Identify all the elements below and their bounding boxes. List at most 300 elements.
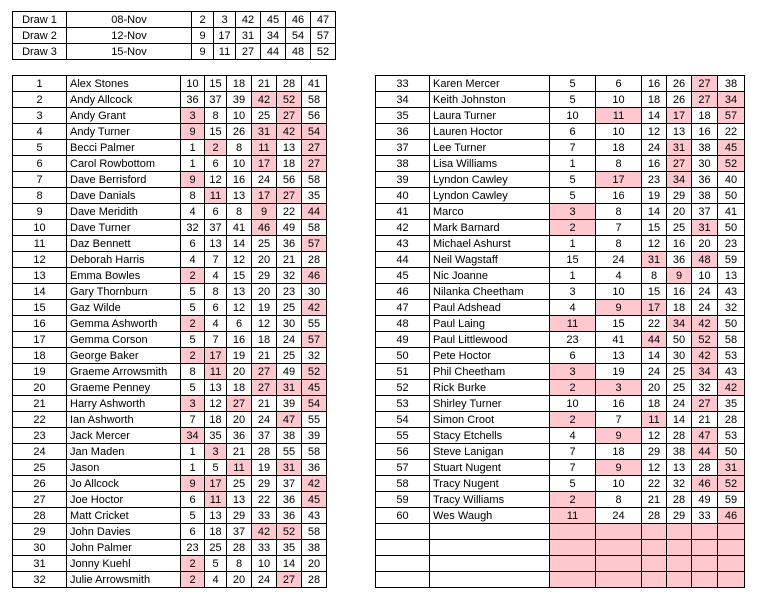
pick-number-cell[interactable]: 13	[667, 460, 692, 476]
player-name-cell[interactable]: John Davies	[67, 524, 181, 540]
pick-number-cell[interactable]: 32	[692, 380, 718, 396]
pick-number-cell[interactable]: 26	[667, 92, 692, 108]
pick-number-cell[interactable]: 8	[596, 236, 642, 252]
player-name-cell[interactable]: Lyndon Cawley	[430, 188, 550, 204]
player-name-cell[interactable]: Gemma Ashworth	[67, 316, 181, 332]
pick-number-cell[interactable]: 27	[302, 140, 327, 156]
player-name-cell[interactable]: Harry Ashworth	[67, 396, 181, 412]
pick-number-cell[interactable]: 3	[205, 444, 227, 460]
player-number-cell[interactable]: 36	[376, 124, 430, 140]
empty-pink-cell[interactable]	[692, 556, 718, 572]
empty-pink-cell[interactable]	[642, 540, 667, 556]
pick-number-cell[interactable]: 19	[227, 348, 252, 364]
pick-number-cell[interactable]: 46	[718, 508, 745, 524]
pick-number-cell[interactable]: 25	[252, 108, 277, 124]
pick-number-cell[interactable]: 3	[550, 204, 596, 220]
pick-number-cell[interactable]: 18	[205, 412, 227, 428]
empty-pink-cell[interactable]	[642, 556, 667, 572]
pick-number-cell[interactable]: 43	[302, 508, 327, 524]
pick-number-cell[interactable]: 54	[302, 396, 327, 412]
pick-number-cell[interactable]: 39	[302, 428, 327, 444]
pick-number-cell[interactable]: 20	[642, 380, 667, 396]
player-name-cell[interactable]: Laura Turner	[430, 108, 550, 124]
player-number-cell[interactable]: 26	[13, 476, 67, 492]
pick-number-cell[interactable]: 10	[596, 476, 642, 492]
player-number-cell[interactable]: 60	[376, 508, 430, 524]
pick-number-cell[interactable]: 12	[642, 460, 667, 476]
pick-number-cell[interactable]: 22	[252, 492, 277, 508]
player-name-cell[interactable]: Mark Barnard	[430, 220, 550, 236]
pick-number-cell[interactable]: 32	[181, 220, 205, 236]
pick-number-cell[interactable]: 31	[692, 220, 718, 236]
pick-number-cell[interactable]: 49	[277, 220, 302, 236]
empty-pink-cell[interactable]	[550, 556, 596, 572]
pick-number-cell[interactable]: 3	[550, 364, 596, 380]
player-name-cell[interactable]: Nic Joanne	[430, 268, 550, 284]
pick-number-cell[interactable]: 25	[252, 236, 277, 252]
pick-number-cell[interactable]: 56	[302, 108, 327, 124]
player-name-cell[interactable]: Dave Meridith	[67, 204, 181, 220]
pick-number-cell[interactable]: 23	[181, 540, 205, 556]
draw-number-cell[interactable]: 9	[192, 44, 214, 60]
player-number-cell[interactable]: 22	[13, 412, 67, 428]
pick-number-cell[interactable]: 12	[642, 236, 667, 252]
pick-number-cell[interactable]: 17	[252, 156, 277, 172]
pick-number-cell[interactable]: 5	[181, 332, 205, 348]
pick-number-cell[interactable]: 11	[205, 492, 227, 508]
pick-number-cell[interactable]: 2	[181, 268, 205, 284]
pick-number-cell[interactable]: 6	[227, 316, 252, 332]
pick-number-cell[interactable]: 29	[667, 508, 692, 524]
player-number-cell[interactable]: 46	[376, 284, 430, 300]
player-name-cell[interactable]: Shirley Turner	[430, 396, 550, 412]
pick-number-cell[interactable]: 14	[277, 556, 302, 572]
player-number-cell[interactable]: 47	[376, 300, 430, 316]
pick-number-cell[interactable]: 58	[302, 92, 327, 108]
pick-number-cell[interactable]: 52	[692, 332, 718, 348]
pick-number-cell[interactable]: 42	[252, 92, 277, 108]
pick-number-cell[interactable]: 8	[596, 492, 642, 508]
pick-number-cell[interactable]: 38	[718, 76, 745, 92]
pick-number-cell[interactable]: 14	[227, 236, 252, 252]
pick-number-cell[interactable]: 20	[667, 204, 692, 220]
pick-number-cell[interactable]: 28	[692, 460, 718, 476]
pick-number-cell[interactable]: 38	[302, 540, 327, 556]
pick-number-cell[interactable]: 26	[227, 124, 252, 140]
pick-number-cell[interactable]: 24	[277, 332, 302, 348]
pick-number-cell[interactable]: 3	[550, 284, 596, 300]
pick-number-cell[interactable]: 8	[596, 156, 642, 172]
player-name-cell[interactable]: Rick Burke	[430, 380, 550, 396]
player-number-cell[interactable]: 1	[13, 76, 67, 92]
player-number-cell[interactable]: 15	[13, 300, 67, 316]
draw-number-cell[interactable]: 27	[236, 44, 261, 60]
player-number-cell[interactable]: 19	[13, 364, 67, 380]
pick-number-cell[interactable]: 7	[205, 252, 227, 268]
player-number-cell[interactable]: 58	[376, 476, 430, 492]
pick-number-cell[interactable]: 13	[205, 508, 227, 524]
pick-number-cell[interactable]: 23	[277, 284, 302, 300]
player-number-cell[interactable]: 49	[376, 332, 430, 348]
player-number-cell[interactable]: 20	[13, 380, 67, 396]
player-name-cell[interactable]: Steve Lanigan	[430, 444, 550, 460]
pick-number-cell[interactable]: 13	[718, 268, 745, 284]
draw-number-cell[interactable]: 54	[286, 28, 311, 44]
pick-number-cell[interactable]: 6	[181, 236, 205, 252]
pick-number-cell[interactable]: 30	[277, 316, 302, 332]
pick-number-cell[interactable]: 42	[252, 524, 277, 540]
pick-number-cell[interactable]: 17	[205, 348, 227, 364]
pick-number-cell[interactable]: 47	[692, 428, 718, 444]
pick-number-cell[interactable]: 58	[302, 524, 327, 540]
pick-number-cell[interactable]: 27	[667, 156, 692, 172]
pick-number-cell[interactable]: 33	[252, 540, 277, 556]
player-name-cell[interactable]: Deborah Harris	[67, 252, 181, 268]
player-name-cell[interactable]: Carol Rowbottom	[67, 156, 181, 172]
pick-number-cell[interactable]: 50	[718, 188, 745, 204]
pick-number-cell[interactable]: 27	[252, 380, 277, 396]
pick-number-cell[interactable]: 13	[205, 380, 227, 396]
pick-number-cell[interactable]: 10	[692, 268, 718, 284]
pick-number-cell[interactable]: 5	[181, 284, 205, 300]
pick-number-cell[interactable]: 41	[302, 76, 327, 92]
pick-number-cell[interactable]: 1	[181, 156, 205, 172]
pick-number-cell[interactable]: 37	[277, 476, 302, 492]
pick-number-cell[interactable]: 15	[596, 316, 642, 332]
player-name-cell[interactable]: George Baker	[67, 348, 181, 364]
pick-number-cell[interactable]: 9	[181, 124, 205, 140]
draw-label-cell[interactable]: Draw 1	[13, 12, 67, 28]
pick-number-cell[interactable]: 6	[596, 76, 642, 92]
pick-number-cell[interactable]: 34	[667, 172, 692, 188]
draw-number-cell[interactable]: 2	[192, 12, 214, 28]
empty-cell[interactable]	[430, 572, 550, 588]
pick-number-cell[interactable]: 41	[227, 220, 252, 236]
empty-pink-cell[interactable]	[596, 540, 642, 556]
player-name-cell[interactable]: Alex Stones	[67, 76, 181, 92]
player-number-cell[interactable]: 37	[376, 140, 430, 156]
pick-number-cell[interactable]: 8	[205, 284, 227, 300]
pick-number-cell[interactable]: 15	[205, 76, 227, 92]
pick-number-cell[interactable]: 33	[252, 508, 277, 524]
pick-number-cell[interactable]: 21	[642, 492, 667, 508]
pick-number-cell[interactable]: 28	[277, 76, 302, 92]
pick-number-cell[interactable]: 3	[181, 108, 205, 124]
pick-number-cell[interactable]: 46	[302, 268, 327, 284]
draw-label-cell[interactable]: Draw 2	[13, 28, 67, 44]
pick-number-cell[interactable]: 36	[692, 172, 718, 188]
pick-number-cell[interactable]: 9	[181, 172, 205, 188]
pick-number-cell[interactable]: 13	[227, 284, 252, 300]
pick-number-cell[interactable]: 37	[205, 92, 227, 108]
pick-number-cell[interactable]: 10	[227, 108, 252, 124]
pick-number-cell[interactable]: 18	[205, 524, 227, 540]
pick-number-cell[interactable]: 23	[642, 172, 667, 188]
empty-cell[interactable]	[376, 524, 430, 540]
pick-number-cell[interactable]: 27	[277, 572, 302, 588]
pick-number-cell[interactable]: 37	[205, 220, 227, 236]
pick-number-cell[interactable]: 36	[181, 92, 205, 108]
pick-number-cell[interactable]: 25	[667, 364, 692, 380]
player-name-cell[interactable]: Lee Turner	[430, 140, 550, 156]
pick-number-cell[interactable]: 19	[642, 188, 667, 204]
player-number-cell[interactable]: 21	[13, 396, 67, 412]
pick-number-cell[interactable]: 8	[181, 364, 205, 380]
pick-number-cell[interactable]: 28	[227, 540, 252, 556]
pick-number-cell[interactable]: 9	[252, 204, 277, 220]
player-name-cell[interactable]: Nilanka Cheetham	[430, 284, 550, 300]
empty-pink-cell[interactable]	[642, 524, 667, 540]
pick-number-cell[interactable]: 13	[227, 188, 252, 204]
pick-number-cell[interactable]: 45	[718, 140, 745, 156]
empty-cell[interactable]	[430, 524, 550, 540]
pick-number-cell[interactable]: 18	[227, 380, 252, 396]
pick-number-cell[interactable]: 7	[550, 140, 596, 156]
pick-number-cell[interactable]: 5	[550, 172, 596, 188]
draw-number-cell[interactable]: 42	[236, 12, 261, 28]
empty-pink-cell[interactable]	[718, 540, 745, 556]
player-number-cell[interactable]: 54	[376, 412, 430, 428]
pick-number-cell[interactable]: 41	[596, 332, 642, 348]
pick-number-cell[interactable]: 30	[667, 348, 692, 364]
empty-cell[interactable]	[376, 572, 430, 588]
player-number-cell[interactable]: 45	[376, 268, 430, 284]
pick-number-cell[interactable]: 55	[302, 412, 327, 428]
pick-number-cell[interactable]: 6	[550, 348, 596, 364]
pick-number-cell[interactable]: 11	[596, 108, 642, 124]
empty-pink-cell[interactable]	[692, 540, 718, 556]
pick-number-cell[interactable]: 9	[667, 268, 692, 284]
player-name-cell[interactable]: Jack Mercer	[67, 428, 181, 444]
player-name-cell[interactable]: Matt Cricket	[67, 508, 181, 524]
pick-number-cell[interactable]: 15	[642, 284, 667, 300]
player-number-cell[interactable]: 55	[376, 428, 430, 444]
pick-number-cell[interactable]: 8	[227, 556, 252, 572]
player-number-cell[interactable]: 30	[13, 540, 67, 556]
pick-number-cell[interactable]: 22	[642, 476, 667, 492]
pick-number-cell[interactable]: 18	[642, 396, 667, 412]
pick-number-cell[interactable]: 17	[667, 108, 692, 124]
empty-cell[interactable]	[376, 540, 430, 556]
player-name-cell[interactable]: Jonny Kuehl	[67, 556, 181, 572]
player-name-cell[interactable]: Andy Allcock	[67, 92, 181, 108]
pick-number-cell[interactable]: 56	[277, 172, 302, 188]
pick-number-cell[interactable]: 12	[227, 252, 252, 268]
pick-number-cell[interactable]: 58	[718, 332, 745, 348]
pick-number-cell[interactable]: 45	[302, 492, 327, 508]
pick-number-cell[interactable]: 59	[718, 252, 745, 268]
player-name-cell[interactable]: Paul Laing	[430, 316, 550, 332]
pick-number-cell[interactable]: 6	[550, 124, 596, 140]
pick-number-cell[interactable]: 27	[692, 396, 718, 412]
pick-number-cell[interactable]: 22	[718, 124, 745, 140]
pick-number-cell[interactable]: 31	[718, 460, 745, 476]
pick-number-cell[interactable]: 52	[302, 364, 327, 380]
pick-number-cell[interactable]: 30	[302, 284, 327, 300]
pick-number-cell[interactable]: 54	[302, 124, 327, 140]
pick-number-cell[interactable]: 10	[550, 108, 596, 124]
pick-number-cell[interactable]: 6	[205, 300, 227, 316]
player-name-cell[interactable]: Jan Maden	[67, 444, 181, 460]
player-name-cell[interactable]: Gaz Wilde	[67, 300, 181, 316]
pick-number-cell[interactable]: 17	[205, 476, 227, 492]
draw-number-cell[interactable]: 3	[214, 12, 236, 28]
player-number-cell[interactable]: 27	[13, 492, 67, 508]
pick-number-cell[interactable]: 17	[252, 188, 277, 204]
pick-number-cell[interactable]: 59	[718, 492, 745, 508]
pick-number-cell[interactable]: 7	[596, 412, 642, 428]
pick-number-cell[interactable]: 42	[277, 124, 302, 140]
player-name-cell[interactable]: Paul Adshead	[430, 300, 550, 316]
pick-number-cell[interactable]: 14	[642, 204, 667, 220]
player-number-cell[interactable]: 59	[376, 492, 430, 508]
pick-number-cell[interactable]: 13	[205, 236, 227, 252]
player-number-cell[interactable]: 32	[13, 572, 67, 588]
player-name-cell[interactable]: Tracy Williams	[430, 492, 550, 508]
draw-number-cell[interactable]: 44	[261, 44, 286, 60]
pick-number-cell[interactable]: 33	[692, 508, 718, 524]
pick-number-cell[interactable]: 34	[692, 364, 718, 380]
pick-number-cell[interactable]: 31	[252, 124, 277, 140]
player-number-cell[interactable]: 14	[13, 284, 67, 300]
pick-number-cell[interactable]: 7	[550, 444, 596, 460]
player-name-cell[interactable]: Jason	[67, 460, 181, 476]
pick-number-cell[interactable]: 44	[642, 332, 667, 348]
draw-date-cell[interactable]: 12-Nov	[67, 28, 192, 44]
pick-number-cell[interactable]: 20	[302, 556, 327, 572]
pick-number-cell[interactable]: 13	[667, 124, 692, 140]
empty-pink-cell[interactable]	[642, 572, 667, 588]
pick-number-cell[interactable]: 2	[550, 380, 596, 396]
player-number-cell[interactable]: 3	[13, 108, 67, 124]
pick-number-cell[interactable]: 9	[181, 476, 205, 492]
pick-number-cell[interactable]: 34	[718, 92, 745, 108]
pick-number-cell[interactable]: 20	[227, 572, 252, 588]
pick-number-cell[interactable]: 8	[642, 268, 667, 284]
pick-number-cell[interactable]: 2	[205, 140, 227, 156]
pick-number-cell[interactable]: 57	[718, 108, 745, 124]
pick-number-cell[interactable]: 19	[252, 300, 277, 316]
player-name-cell[interactable]: Andy Turner	[67, 124, 181, 140]
pick-number-cell[interactable]: 16	[596, 188, 642, 204]
player-number-cell[interactable]: 11	[13, 236, 67, 252]
pick-number-cell[interactable]: 24	[692, 300, 718, 316]
player-name-cell[interactable]: Becci Palmer	[67, 140, 181, 156]
pick-number-cell[interactable]: 15	[227, 268, 252, 284]
player-name-cell[interactable]: Graeme Penney	[67, 380, 181, 396]
player-number-cell[interactable]: 44	[376, 252, 430, 268]
pick-number-cell[interactable]: 24	[642, 140, 667, 156]
pick-number-cell[interactable]: 13	[596, 348, 642, 364]
pick-number-cell[interactable]: 1	[550, 268, 596, 284]
player-name-cell[interactable]: Stuart Nugent	[430, 460, 550, 476]
pick-number-cell[interactable]: 25	[667, 220, 692, 236]
pick-number-cell[interactable]: 9	[596, 428, 642, 444]
player-number-cell[interactable]: 39	[376, 172, 430, 188]
pick-number-cell[interactable]: 3	[596, 380, 642, 396]
pick-number-cell[interactable]: 29	[642, 444, 667, 460]
pick-number-cell[interactable]: 12	[642, 428, 667, 444]
pick-number-cell[interactable]: 8	[227, 140, 252, 156]
player-number-cell[interactable]: 52	[376, 380, 430, 396]
pick-number-cell[interactable]: 14	[667, 412, 692, 428]
pick-number-cell[interactable]: 25	[227, 476, 252, 492]
player-name-cell[interactable]: Joe Hoctor	[67, 492, 181, 508]
pick-number-cell[interactable]: 6	[181, 524, 205, 540]
pick-number-cell[interactable]: 36	[302, 460, 327, 476]
empty-pink-cell[interactable]	[596, 524, 642, 540]
pick-number-cell[interactable]: 49	[692, 492, 718, 508]
pick-number-cell[interactable]: 39	[277, 396, 302, 412]
pick-number-cell[interactable]: 10	[227, 156, 252, 172]
player-number-cell[interactable]: 2	[13, 92, 67, 108]
pick-number-cell[interactable]: 21	[252, 76, 277, 92]
pick-number-cell[interactable]: 20	[227, 364, 252, 380]
player-name-cell[interactable]: Jo Allcock	[67, 476, 181, 492]
pick-number-cell[interactable]: 42	[302, 476, 327, 492]
pick-number-cell[interactable]: 29	[252, 476, 277, 492]
pick-number-cell[interactable]: 12	[252, 316, 277, 332]
pick-number-cell[interactable]: 50	[718, 220, 745, 236]
draw-number-cell[interactable]: 52	[311, 44, 336, 60]
player-name-cell[interactable]: Graeme Arrowsmith	[67, 364, 181, 380]
empty-pink-cell[interactable]	[667, 524, 692, 540]
pick-number-cell[interactable]: 55	[277, 444, 302, 460]
pick-number-cell[interactable]: 41	[718, 204, 745, 220]
player-number-cell[interactable]: 43	[376, 236, 430, 252]
pick-number-cell[interactable]: 37	[227, 524, 252, 540]
pick-number-cell[interactable]: 16	[227, 172, 252, 188]
pick-number-cell[interactable]: 11	[550, 316, 596, 332]
player-number-cell[interactable]: 51	[376, 364, 430, 380]
pick-number-cell[interactable]: 5	[181, 300, 205, 316]
pick-number-cell[interactable]: 25	[205, 540, 227, 556]
pick-number-cell[interactable]: 17	[596, 172, 642, 188]
pick-number-cell[interactable]: 7	[596, 220, 642, 236]
player-name-cell[interactable]: Marco	[430, 204, 550, 220]
draw-number-cell[interactable]: 57	[311, 28, 336, 44]
pick-number-cell[interactable]: 34	[181, 428, 205, 444]
pick-number-cell[interactable]: 21	[692, 412, 718, 428]
draw-number-cell[interactable]: 48	[286, 44, 311, 60]
player-number-cell[interactable]: 24	[13, 444, 67, 460]
pick-number-cell[interactable]: 19	[252, 460, 277, 476]
player-name-cell[interactable]: Gary Thornburn	[67, 284, 181, 300]
pick-number-cell[interactable]: 2	[181, 348, 205, 364]
pick-number-cell[interactable]: 36	[277, 508, 302, 524]
pick-number-cell[interactable]: 20	[252, 284, 277, 300]
pick-number-cell[interactable]: 18	[642, 92, 667, 108]
pick-number-cell[interactable]: 15	[550, 252, 596, 268]
pick-number-cell[interactable]: 52	[277, 524, 302, 540]
empty-pink-cell[interactable]	[596, 556, 642, 572]
pick-number-cell[interactable]: 27	[227, 396, 252, 412]
pick-number-cell[interactable]: 18	[596, 140, 642, 156]
pick-number-cell[interactable]: 10	[596, 124, 642, 140]
pick-number-cell[interactable]: 40	[718, 172, 745, 188]
pick-number-cell[interactable]: 38	[692, 188, 718, 204]
pick-number-cell[interactable]: 28	[302, 252, 327, 268]
pick-number-cell[interactable]: 53	[718, 428, 745, 444]
pick-number-cell[interactable]: 3	[181, 396, 205, 412]
pick-number-cell[interactable]: 29	[667, 188, 692, 204]
empty-pink-cell[interactable]	[718, 556, 745, 572]
pick-number-cell[interactable]: 16	[642, 156, 667, 172]
empty-pink-cell[interactable]	[550, 540, 596, 556]
player-number-cell[interactable]: 28	[13, 508, 67, 524]
pick-number-cell[interactable]: 2	[181, 572, 205, 588]
pick-number-cell[interactable]: 8	[227, 204, 252, 220]
